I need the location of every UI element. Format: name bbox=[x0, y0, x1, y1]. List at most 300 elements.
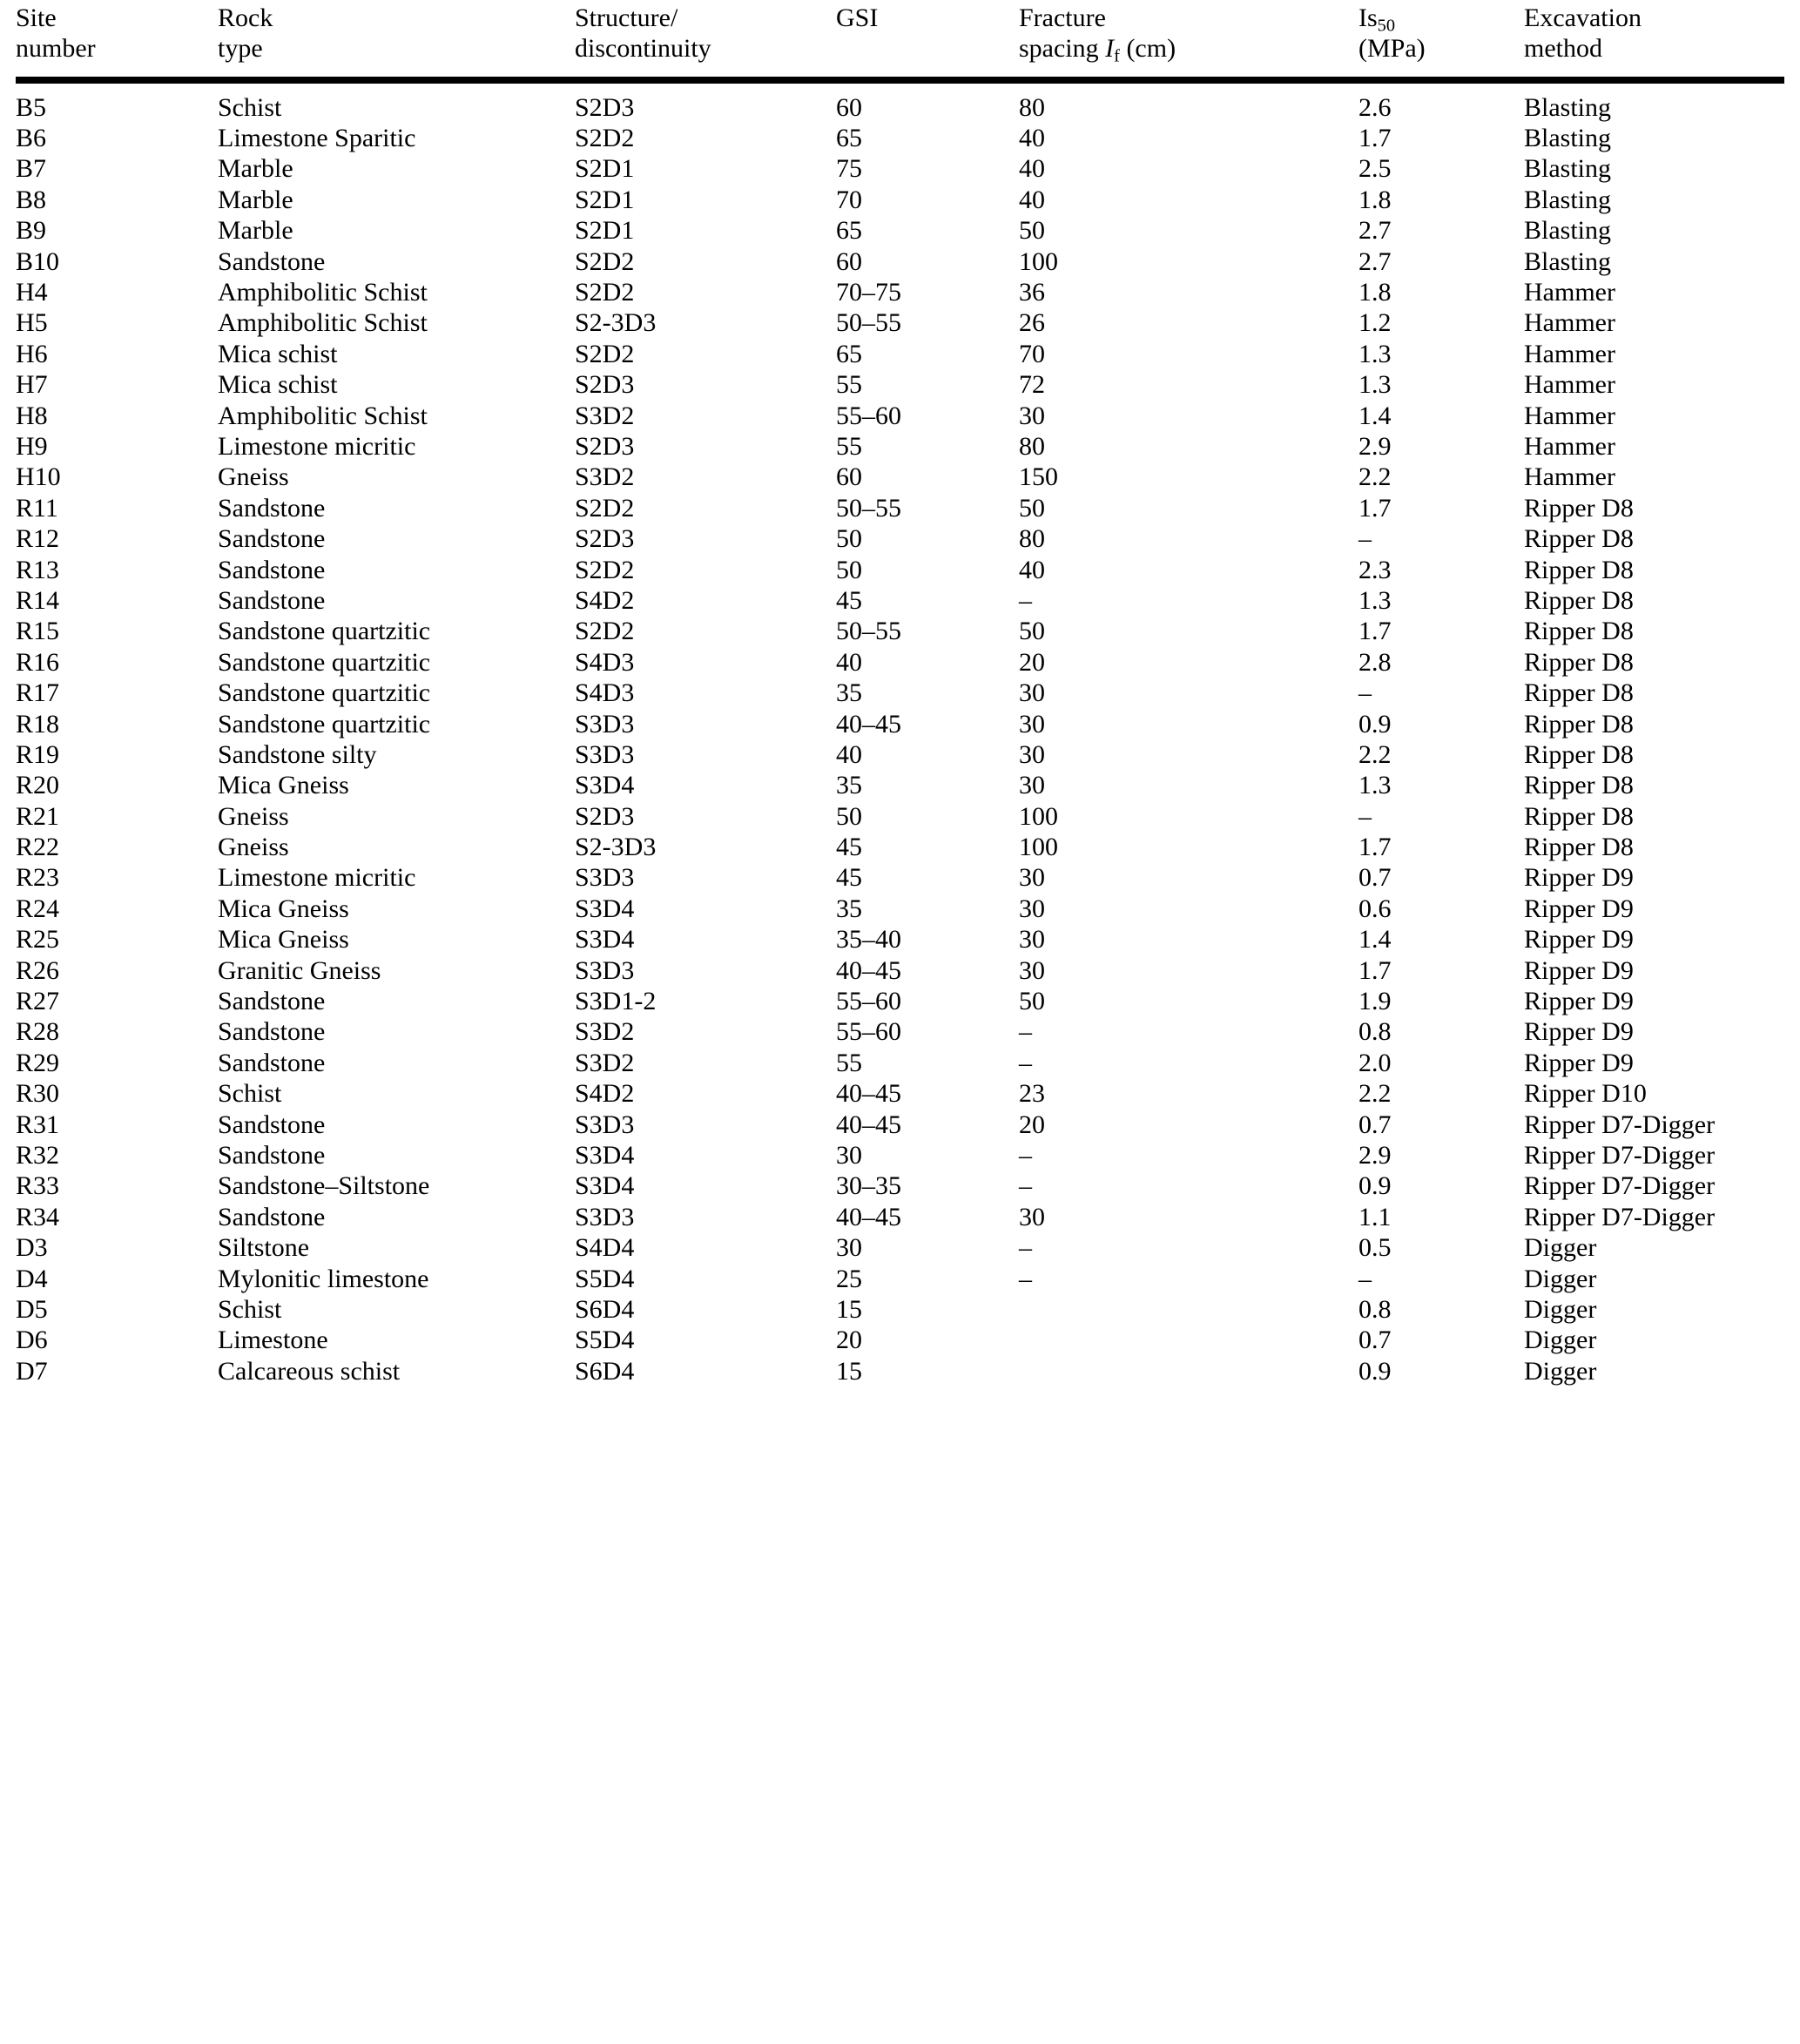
cell-is50-value: 1.2 bbox=[1358, 308, 1392, 338]
cell-gsi-value: 65 bbox=[836, 124, 862, 153]
table-row bbox=[16, 801, 1784, 832]
column-header-site-line1: Site bbox=[16, 3, 57, 32]
cell-fracture-spacing: 40 bbox=[1019, 185, 1045, 214]
cell-site-number: B7 bbox=[16, 154, 47, 184]
cell-excavation-method: Ripper D8 bbox=[1524, 555, 1634, 584]
column-header-fracture-spacing bbox=[1019, 0, 1358, 66]
table-row bbox=[16, 216, 1784, 246]
cell-structure-discontinuity: S4D2 bbox=[575, 585, 635, 615]
cell-gsi-value: 65 bbox=[836, 339, 862, 368]
column-header-excavation-line2: method bbox=[1524, 34, 1602, 63]
cell-excavation-method: Blasting bbox=[1524, 92, 1612, 122]
cell-site-number: R33 bbox=[16, 1171, 60, 1201]
cell-excavation-method: Hammer bbox=[1524, 370, 1615, 400]
cell-site-number: H9 bbox=[16, 431, 48, 461]
cell-fracture-spacing: 20 bbox=[1019, 1110, 1045, 1139]
cell-gsi-value: 40–45 bbox=[836, 1110, 901, 1139]
cell-is50-value: 1.8 bbox=[1358, 185, 1392, 214]
cell-rock-type: Gneiss bbox=[218, 833, 289, 862]
table-row bbox=[16, 431, 1784, 462]
table-row bbox=[16, 493, 1784, 523]
cell-structure-discontinuity: S3D1-2 bbox=[575, 987, 657, 1016]
cell-site-number: H7 bbox=[16, 370, 48, 400]
cell-structure-discontinuity: S2-3D3 bbox=[575, 833, 657, 862]
cell-excavation-method: Ripper D8 bbox=[1524, 617, 1634, 646]
cell-is50-value: – bbox=[1358, 1264, 1372, 1293]
cell-structure-discontinuity: S3D2 bbox=[575, 1048, 635, 1077]
cell-site-number: R19 bbox=[16, 739, 60, 769]
cell-gsi-value: 50–55 bbox=[836, 493, 901, 523]
cell-rock-type: Gneiss bbox=[218, 462, 289, 492]
cell-rock-type: Mylonitic limestone bbox=[218, 1264, 429, 1293]
cell-gsi-value: 45 bbox=[836, 585, 862, 615]
cell-site-number: H5 bbox=[16, 308, 48, 338]
cell-site-number: R23 bbox=[16, 863, 60, 893]
table-row bbox=[16, 1356, 1784, 1386]
cell-excavation-method: Ripper D8 bbox=[1524, 678, 1634, 708]
table-row bbox=[16, 1171, 1784, 1202]
cell-site-number: R16 bbox=[16, 647, 60, 677]
cell-fracture-spacing: 30 bbox=[1019, 771, 1045, 800]
cell-fracture-spacing: – bbox=[1019, 1233, 1032, 1263]
table-row bbox=[16, 617, 1784, 647]
cell-fracture-spacing: – bbox=[1019, 1017, 1032, 1047]
table-row bbox=[16, 1140, 1784, 1170]
cell-structure-discontinuity: S5D4 bbox=[575, 1326, 635, 1355]
cell-rock-type: Gneiss bbox=[218, 801, 289, 831]
header-rule bbox=[16, 77, 1784, 84]
cell-excavation-method: Ripper D8 bbox=[1524, 493, 1634, 523]
cell-rock-type: Mica schist bbox=[218, 339, 338, 368]
column-header-fracture-line2 bbox=[1019, 36, 1358, 66]
cell-structure-discontinuity: S3D3 bbox=[575, 709, 635, 739]
cell-structure-discontinuity: S2D2 bbox=[575, 246, 635, 276]
cell-fracture-spacing: 30 bbox=[1019, 401, 1045, 430]
cell-fracture-spacing: 80 bbox=[1019, 431, 1045, 461]
cell-fracture-spacing: 36 bbox=[1019, 278, 1045, 307]
cell-is50-value: 1.3 bbox=[1358, 585, 1392, 615]
column-header-is50-line2: (MPa) bbox=[1358, 34, 1426, 63]
cell-fracture-spacing: – bbox=[1019, 1171, 1032, 1201]
cell-site-number: H4 bbox=[16, 278, 48, 307]
cell-excavation-method: Ripper D8 bbox=[1524, 647, 1634, 677]
cell-excavation-method: Digger bbox=[1524, 1264, 1597, 1293]
cell-is50-value: 1.4 bbox=[1358, 401, 1392, 430]
table-row bbox=[16, 1294, 1784, 1325]
table-row bbox=[16, 925, 1784, 955]
cell-gsi-value: 55 bbox=[836, 370, 862, 400]
cell-excavation-method: Hammer bbox=[1524, 308, 1615, 338]
cell-fracture-spacing bbox=[1019, 1326, 1358, 1356]
cell-gsi-value: 55 bbox=[836, 431, 862, 461]
cell-site-number: R12 bbox=[16, 524, 60, 554]
cell-rock-type: Mica Gneiss bbox=[218, 925, 349, 955]
cell-rock-type: Marble bbox=[218, 154, 293, 184]
cell-site-number: R25 bbox=[16, 925, 60, 955]
cell-site-number: D6 bbox=[16, 1326, 48, 1355]
cell-is50-value: 2.9 bbox=[1358, 431, 1392, 461]
cell-site-number: R34 bbox=[16, 1202, 60, 1231]
cell-is50-value: 2.5 bbox=[1358, 154, 1392, 184]
cell-site-number: B6 bbox=[16, 124, 47, 153]
cell-site-number: R24 bbox=[16, 894, 60, 923]
cell-rock-type: Sandstone bbox=[218, 987, 326, 1016]
cell-structure-discontinuity: S2D3 bbox=[575, 431, 635, 461]
column-header-gsi bbox=[836, 0, 1019, 66]
cell-excavation-method: Ripper D9 bbox=[1524, 925, 1634, 955]
cell-is50-value: 2.3 bbox=[1358, 555, 1392, 584]
cell-rock-type: Limestone Sparitic bbox=[218, 124, 416, 153]
table-row bbox=[16, 771, 1784, 801]
cell-is50-value: 1.1 bbox=[1358, 1202, 1392, 1231]
cell-rock-type: Sandstone bbox=[218, 246, 326, 276]
cell-structure-discontinuity: S3D2 bbox=[575, 462, 635, 492]
cell-structure-discontinuity: S3D3 bbox=[575, 739, 635, 769]
cell-structure-discontinuity: S4D4 bbox=[575, 1233, 635, 1263]
cell-gsi-value: 50–55 bbox=[836, 617, 901, 646]
cell-rock-type: Sandstone silty bbox=[218, 739, 377, 769]
cell-rock-type: Mica schist bbox=[218, 370, 338, 400]
cell-structure-discontinuity: S2D2 bbox=[575, 617, 635, 646]
cell-fracture-spacing: 70 bbox=[1019, 339, 1045, 368]
cell-site-number: B9 bbox=[16, 216, 47, 246]
cell-gsi-value: 50 bbox=[836, 524, 862, 554]
cell-structure-discontinuity: S2D3 bbox=[575, 524, 635, 554]
column-header-rock-line1: Rock bbox=[218, 3, 273, 32]
cell-excavation-method: Blasting bbox=[1524, 124, 1612, 153]
table-row bbox=[16, 85, 1784, 123]
cell-excavation-method: Ripper D9 bbox=[1524, 987, 1634, 1016]
cell-excavation-method: Hammer bbox=[1524, 401, 1615, 430]
table-row bbox=[16, 1326, 1784, 1356]
cell-site-number: R28 bbox=[16, 1017, 60, 1047]
column-header-excavation-method bbox=[1524, 0, 1784, 66]
table-row bbox=[16, 123, 1784, 153]
cell-fracture-spacing: 50 bbox=[1019, 493, 1045, 523]
cell-is50-value: – bbox=[1358, 678, 1372, 708]
cell-excavation-method: Ripper D7-Digger bbox=[1524, 1171, 1716, 1201]
cell-fracture-spacing: 30 bbox=[1019, 955, 1045, 985]
cell-fracture-spacing: 30 bbox=[1019, 1202, 1045, 1231]
cell-structure-discontinuity: S3D2 bbox=[575, 401, 635, 430]
cell-gsi-value: 40–45 bbox=[836, 1202, 901, 1231]
cell-rock-type: Limestone micritic bbox=[218, 431, 416, 461]
cell-gsi-value: 25 bbox=[836, 1264, 862, 1293]
cell-gsi-value: 50–55 bbox=[836, 308, 901, 338]
cell-gsi-value: 70 bbox=[836, 185, 862, 214]
column-header-site-line2: number bbox=[16, 34, 96, 63]
cell-excavation-method: Hammer bbox=[1524, 339, 1615, 368]
cell-structure-discontinuity: S2D1 bbox=[575, 185, 635, 214]
cell-is50-value: 2.9 bbox=[1358, 1140, 1392, 1170]
cell-excavation-method: Ripper D9 bbox=[1524, 955, 1634, 985]
cell-structure-discontinuity: S4D3 bbox=[575, 647, 635, 677]
cell-site-number: R18 bbox=[16, 709, 60, 739]
cell-gsi-value: 35–40 bbox=[836, 925, 901, 955]
cell-rock-type: Amphibolitic Schist bbox=[218, 401, 428, 430]
cell-structure-discontinuity: S3D4 bbox=[575, 1140, 635, 1170]
cell-gsi-value: 50 bbox=[836, 801, 862, 831]
table-row bbox=[16, 246, 1784, 277]
cell-rock-type: Sandstone bbox=[218, 1110, 326, 1139]
cell-fracture-spacing: – bbox=[1019, 1048, 1032, 1077]
cell-is50-value: 1.3 bbox=[1358, 771, 1392, 800]
table-row bbox=[16, 647, 1784, 678]
cell-structure-discontinuity: S2D2 bbox=[575, 493, 635, 523]
cell-structure-discontinuity: S2D2 bbox=[575, 339, 635, 368]
cell-gsi-value: 30 bbox=[836, 1140, 862, 1170]
header-rule-cell bbox=[16, 66, 1784, 85]
cell-site-number: R29 bbox=[16, 1048, 60, 1077]
table-row bbox=[16, 308, 1784, 339]
table-row bbox=[16, 401, 1784, 431]
fracture-pre: spacing bbox=[1019, 34, 1106, 63]
cell-gsi-value: 55–60 bbox=[836, 401, 901, 430]
cell-structure-discontinuity: S2D2 bbox=[575, 278, 635, 307]
cell-structure-discontinuity: S3D4 bbox=[575, 771, 635, 800]
cell-fracture-spacing: – bbox=[1019, 585, 1032, 615]
column-header-gsi-line2 bbox=[836, 36, 1019, 66]
cell-gsi-value: 20 bbox=[836, 1326, 862, 1355]
cell-gsi-value: 30–35 bbox=[836, 1171, 901, 1201]
cell-site-number: B5 bbox=[16, 92, 47, 122]
cell-excavation-method: Blasting bbox=[1524, 185, 1612, 214]
cell-structure-discontinuity: S2D3 bbox=[575, 370, 635, 400]
cell-gsi-value: 40 bbox=[836, 739, 862, 769]
cell-rock-type: Granitic Gneiss bbox=[218, 955, 381, 985]
column-header-site bbox=[16, 0, 218, 66]
cell-rock-type: Schist bbox=[218, 1079, 282, 1109]
cell-fracture-spacing bbox=[1019, 1294, 1358, 1325]
table-row bbox=[16, 1264, 1784, 1294]
fracture-subscript-f: f bbox=[1114, 46, 1120, 66]
cell-gsi-value: 60 bbox=[836, 462, 862, 492]
cell-excavation-method: Blasting bbox=[1524, 216, 1612, 246]
cell-excavation-method: Blasting bbox=[1524, 154, 1612, 184]
is50-base: Is bbox=[1358, 3, 1378, 32]
cell-excavation-method: Digger bbox=[1524, 1326, 1597, 1355]
cell-excavation-method: Ripper D8 bbox=[1524, 801, 1634, 831]
cell-fracture-spacing: – bbox=[1019, 1140, 1032, 1170]
cell-is50-value: 0.7 bbox=[1358, 1326, 1392, 1355]
cell-is50-value: 1.4 bbox=[1358, 925, 1392, 955]
cell-site-number: H6 bbox=[16, 339, 48, 368]
cell-fracture-spacing: 26 bbox=[1019, 308, 1045, 338]
cell-fracture-spacing: 100 bbox=[1019, 833, 1058, 862]
cell-site-number: B8 bbox=[16, 185, 47, 214]
cell-rock-type: Limestone micritic bbox=[218, 863, 416, 893]
cell-is50-value: 0.8 bbox=[1358, 1017, 1392, 1047]
cell-excavation-method: Ripper D9 bbox=[1524, 863, 1634, 893]
table-row bbox=[16, 339, 1784, 369]
cell-is50-value: 1.7 bbox=[1358, 617, 1392, 646]
table-row bbox=[16, 986, 1784, 1016]
cell-site-number: R11 bbox=[16, 493, 58, 523]
cell-structure-discontinuity: S3D3 bbox=[575, 955, 635, 985]
cell-is50-value: 1.3 bbox=[1358, 339, 1392, 368]
fracture-post: (cm) bbox=[1119, 34, 1176, 63]
cell-excavation-method: Digger bbox=[1524, 1356, 1597, 1386]
cell-fracture-spacing: 50 bbox=[1019, 216, 1045, 246]
cell-gsi-value: 35 bbox=[836, 678, 862, 708]
cell-site-number: R14 bbox=[16, 585, 60, 615]
cell-rock-type: Siltstone bbox=[218, 1233, 310, 1263]
cell-site-number: H10 bbox=[16, 462, 61, 492]
header-rule-row bbox=[16, 66, 1784, 85]
cell-site-number: R30 bbox=[16, 1079, 60, 1109]
table-header bbox=[16, 0, 1784, 85]
cell-site-number: R32 bbox=[16, 1140, 60, 1170]
cell-site-number: R27 bbox=[16, 987, 60, 1016]
cell-rock-type: Sandstone quartzitic bbox=[218, 678, 431, 708]
cell-excavation-method: Ripper D9 bbox=[1524, 894, 1634, 923]
cell-fracture-spacing: 30 bbox=[1019, 678, 1045, 708]
cell-site-number: R15 bbox=[16, 617, 60, 646]
cell-excavation-method: Digger bbox=[1524, 1233, 1597, 1263]
table-row bbox=[16, 1202, 1784, 1232]
cell-excavation-method: Ripper D9 bbox=[1524, 1048, 1634, 1077]
cell-gsi-value: 30 bbox=[836, 1233, 862, 1263]
table-row bbox=[16, 277, 1784, 307]
cell-rock-type: Sandstone quartzitic bbox=[218, 709, 431, 739]
cell-fracture-spacing: 50 bbox=[1019, 617, 1045, 646]
cell-site-number: D7 bbox=[16, 1356, 48, 1386]
cell-rock-type: Sandstone bbox=[218, 1017, 326, 1047]
cell-excavation-method: Ripper D7-Digger bbox=[1524, 1202, 1716, 1231]
cell-is50-value: 2.7 bbox=[1358, 246, 1392, 276]
cell-is50-value: 0.5 bbox=[1358, 1233, 1392, 1263]
table-row bbox=[16, 739, 1784, 770]
cell-site-number: B10 bbox=[16, 246, 60, 276]
column-header-structure-line2: discontinuity bbox=[575, 34, 711, 63]
cell-rock-type: Sandstone bbox=[218, 555, 326, 584]
column-header-structure-discontinuity bbox=[575, 0, 836, 66]
cell-gsi-value: 45 bbox=[836, 833, 862, 862]
table-row bbox=[16, 462, 1784, 493]
cell-fracture-spacing: 30 bbox=[1019, 739, 1045, 769]
column-header-is50 bbox=[1358, 0, 1524, 66]
cell-site-number: R26 bbox=[16, 955, 60, 985]
cell-structure-discontinuity: S3D4 bbox=[575, 925, 635, 955]
cell-fracture-spacing: 150 bbox=[1019, 462, 1058, 492]
table-row bbox=[16, 832, 1784, 862]
cell-fracture-spacing bbox=[1019, 1356, 1358, 1386]
cell-site-number: R21 bbox=[16, 801, 60, 831]
cell-is50-value: 2.8 bbox=[1358, 647, 1392, 677]
column-header-rock-type bbox=[218, 0, 575, 66]
cell-gsi-value: 75 bbox=[836, 154, 862, 184]
cell-is50-value: 2.2 bbox=[1358, 462, 1392, 492]
cell-is50-value: 2.0 bbox=[1358, 1048, 1392, 1077]
cell-gsi-value: 45 bbox=[836, 863, 862, 893]
cell-fracture-spacing: 30 bbox=[1019, 925, 1045, 955]
cell-rock-type: Sandstone bbox=[218, 1048, 326, 1077]
cell-excavation-method: Blasting bbox=[1524, 246, 1612, 276]
cell-excavation-method: Ripper D8 bbox=[1524, 585, 1634, 615]
table-row bbox=[16, 894, 1784, 924]
cell-structure-discontinuity: S2D2 bbox=[575, 555, 635, 584]
cell-fracture-spacing: 80 bbox=[1019, 92, 1045, 122]
table-row bbox=[16, 709, 1784, 739]
table-row bbox=[16, 1110, 1784, 1140]
cell-is50-value: 1.8 bbox=[1358, 278, 1392, 307]
cell-rock-type: Calcareous schist bbox=[218, 1356, 401, 1386]
cell-rock-type: Sandstone bbox=[218, 1140, 326, 1170]
cell-fracture-spacing: 72 bbox=[1019, 370, 1045, 400]
cell-gsi-value: 40–45 bbox=[836, 955, 901, 985]
cell-structure-discontinuity: S2D1 bbox=[575, 154, 635, 184]
cell-fracture-spacing: 40 bbox=[1019, 555, 1045, 584]
cell-site-number: R31 bbox=[16, 1110, 60, 1139]
cell-fracture-spacing: 100 bbox=[1019, 246, 1058, 276]
cell-gsi-value: 55–60 bbox=[836, 1017, 901, 1047]
cell-is50-value: 2.6 bbox=[1358, 92, 1392, 122]
cell-structure-discontinuity: S2D2 bbox=[575, 124, 635, 153]
cell-structure-discontinuity: S3D3 bbox=[575, 1110, 635, 1139]
table-row bbox=[16, 1048, 1784, 1078]
cell-gsi-value: 35 bbox=[836, 894, 862, 923]
cell-structure-discontinuity: S3D2 bbox=[575, 1017, 635, 1047]
cell-site-number: R13 bbox=[16, 555, 60, 584]
cell-excavation-method: Digger bbox=[1524, 1294, 1597, 1324]
cell-fracture-spacing: 30 bbox=[1019, 863, 1045, 893]
cell-fracture-spacing: 100 bbox=[1019, 801, 1058, 831]
cell-fracture-spacing: 40 bbox=[1019, 124, 1045, 153]
cell-gsi-value: 55–60 bbox=[836, 987, 901, 1016]
cell-gsi-value: 15 bbox=[836, 1356, 862, 1386]
cell-fracture-spacing: 30 bbox=[1019, 709, 1045, 739]
cell-rock-type: Amphibolitic Schist bbox=[218, 278, 428, 307]
cell-is50-value: 0.8 bbox=[1358, 1294, 1392, 1324]
cell-excavation-method: Ripper D7-Digger bbox=[1524, 1110, 1716, 1139]
cell-is50-value: 2.7 bbox=[1358, 216, 1392, 246]
cell-structure-discontinuity: S4D2 bbox=[575, 1079, 635, 1109]
cell-excavation-method: Hammer bbox=[1524, 278, 1615, 307]
cell-is50-value: 0.9 bbox=[1358, 709, 1392, 739]
table-body bbox=[16, 85, 1784, 1386]
cell-fracture-spacing: 50 bbox=[1019, 987, 1045, 1016]
cell-is50-value: 0.7 bbox=[1358, 863, 1392, 893]
column-header-is50-line1 bbox=[1358, 5, 1524, 36]
cell-site-number: R17 bbox=[16, 678, 60, 708]
cell-structure-discontinuity: S6D4 bbox=[575, 1294, 635, 1324]
cell-is50-value: – bbox=[1358, 801, 1372, 831]
cell-is50-value: 0.9 bbox=[1358, 1356, 1392, 1386]
cell-structure-discontinuity: S2D3 bbox=[575, 801, 635, 831]
table-row bbox=[16, 370, 1784, 401]
column-header-gsi-line1: GSI bbox=[836, 3, 879, 32]
cell-structure-discontinuity: S3D3 bbox=[575, 863, 635, 893]
cell-excavation-method: Hammer bbox=[1524, 431, 1615, 461]
cell-fracture-spacing: 30 bbox=[1019, 894, 1045, 923]
cell-is50-value: 1.7 bbox=[1358, 833, 1392, 862]
table-header-row bbox=[16, 0, 1784, 66]
cell-is50-value: 0.9 bbox=[1358, 1171, 1392, 1201]
cell-structure-discontinuity: S3D3 bbox=[575, 1202, 635, 1231]
cell-structure-discontinuity: S2D1 bbox=[575, 216, 635, 246]
table-row bbox=[16, 585, 1784, 616]
cell-gsi-value: 35 bbox=[836, 771, 862, 800]
cell-rock-type: Sandstone bbox=[218, 493, 326, 523]
cell-gsi-value: 65 bbox=[836, 216, 862, 246]
cell-gsi-value: 50 bbox=[836, 555, 862, 584]
cell-is50-value: 1.7 bbox=[1358, 124, 1392, 153]
cell-site-number: D3 bbox=[16, 1233, 48, 1263]
cell-structure-discontinuity: S3D4 bbox=[575, 1171, 635, 1201]
table-row bbox=[16, 678, 1784, 708]
cell-rock-type: Sandstone quartzitic bbox=[218, 617, 431, 646]
cell-site-number: D4 bbox=[16, 1264, 48, 1293]
